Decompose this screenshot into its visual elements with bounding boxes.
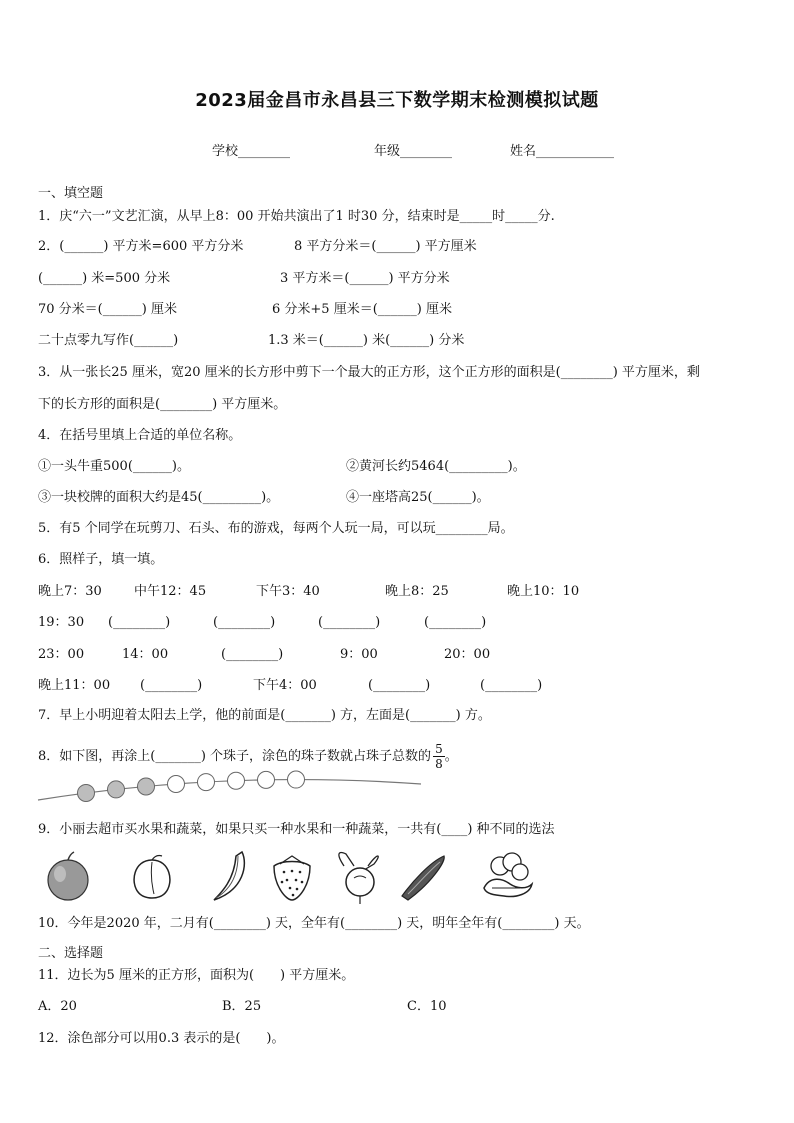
- bead-empty: [228, 772, 245, 789]
- time-row4-c1: 晚上11：00: [38, 678, 111, 693]
- bead-empty: [168, 776, 185, 793]
- question-5: 5．有5 个同学在玩剪刀、石头、布的游戏，每两个人玩一局，可以玩________局。: [38, 521, 514, 536]
- bead-string: [36, 770, 426, 810]
- time-row4-c2: (________): [140, 678, 203, 693]
- question-11: 11．边长为5 厘米的正方形，面积为( ) 平方厘米。: [38, 968, 355, 983]
- question-7: 7．早上小明迎着太阳去上学，他的前面是(_______) 方，左面是(_______) 方。: [38, 708, 491, 723]
- time-row2-c5: (________): [424, 615, 487, 630]
- question-2e: 70 分米＝(______) 厘米: [38, 302, 177, 317]
- bead-shaded: [138, 778, 155, 795]
- question-4d: ④一座塔高25(______)。: [346, 490, 490, 505]
- radish-icon: [339, 853, 378, 905]
- question-4c: ③一块校牌的面积大约是45(_________)。: [38, 490, 280, 505]
- time-row2-c2: (________): [108, 615, 171, 630]
- question-2g: 二十点零九写作(______): [38, 333, 179, 348]
- apple-icon: [48, 852, 88, 900]
- time-row1-c5: 晚上10：10: [507, 584, 580, 599]
- question-2h: 1.3 米＝(______) 米(______) 分米: [268, 333, 465, 348]
- time-row1-c3: 下午3：40: [256, 584, 320, 599]
- time-row4-c4: (________): [368, 678, 431, 693]
- question-11-option-c: C．10: [407, 999, 447, 1014]
- question-8-text: 8．如下图，再涂上(_______) 个珠子，涂色的珠子数就占珠子总数的: [38, 749, 432, 764]
- section-fill-heading: 一、填空题: [38, 186, 104, 201]
- page-title: 2023届金昌市永昌县三下数学期末检测模拟试题: [195, 90, 599, 111]
- time-row2-c4: (________): [318, 615, 381, 630]
- fraction-denominator: 8: [435, 757, 443, 771]
- time-row3-c5: 20：00: [444, 647, 491, 662]
- question-2a: 2．(______) 平方米=600 平方分米: [38, 239, 244, 254]
- beads: [78, 771, 305, 801]
- question-2b: 8 平方分米＝(______) 平方厘米: [294, 239, 477, 254]
- fraction-numerator: 5: [435, 742, 443, 756]
- time-row3-c3: (________): [221, 647, 284, 662]
- fraction: [433, 742, 445, 771]
- question-6: 6．照样子，填一填。: [38, 552, 164, 567]
- time-row1-c4: 晚上8：25: [385, 584, 449, 599]
- question-4: 4．在括号里填上合适的单位名称。: [38, 428, 242, 443]
- question-2c: (______) 米=500 分米: [38, 271, 171, 286]
- time-row4-c5: (________): [480, 678, 543, 693]
- banana-icon: [214, 852, 244, 900]
- cauliflower-icon: [480, 848, 536, 904]
- time-row3-c1: 23：00: [38, 647, 85, 662]
- bead-empty: [198, 774, 215, 791]
- cucumber-icon: [402, 856, 444, 900]
- question-1: 1．庆“六一”文艺汇演，从早上8：00 开始共演出了1 时30 分，结束时是_____时_____分.: [38, 209, 555, 224]
- question-3-line1: 3．从一张长25 厘米，宽20 厘米的长方形中剪下一个最大的正方形，这个正方形的面积是(________) 平方厘米，剩: [38, 365, 700, 380]
- bead-shaded: [108, 781, 125, 798]
- time-row3-c2: 14：00: [122, 647, 169, 662]
- time-row1-c2: 中午12：45: [134, 584, 207, 599]
- question-11-option-b: B．25: [222, 999, 262, 1014]
- question-12: 12．涂色部分可以用0.3 表示的是( )。: [38, 1031, 285, 1046]
- time-row3-c4: 9：00: [340, 647, 378, 662]
- question-8-end: 。: [444, 749, 458, 764]
- question-11-option-a: A．20: [38, 999, 77, 1014]
- peach-icon: [134, 856, 170, 899]
- grade-field: 年级________: [374, 144, 453, 159]
- time-row2-c3: (________): [213, 615, 276, 630]
- question-4a: ①一头牛重500(______)。: [38, 459, 190, 474]
- strawberry-icon: [274, 856, 310, 900]
- question-10: 10．今年是2020 年，二月有(________) 天，全年有(________) 天，明年全年有(________) 天。: [38, 916, 590, 931]
- fruit-vegetable-row: [38, 848, 468, 904]
- question-2f: 6 分米+5 厘米＝(______) 厘米: [272, 302, 452, 317]
- question-4b: ②黄河长约5464(_________)。: [346, 459, 526, 474]
- bead-empty: [288, 771, 305, 788]
- time-row4-c3: 下午4：00: [253, 678, 317, 693]
- bead-empty: [258, 771, 275, 788]
- bead-shaded: [78, 784, 95, 801]
- question-9: 9．小丽去超市买水果和蔬菜，如果只买一种水果和一种蔬菜，一共有(____) 种不同的选法: [38, 822, 555, 837]
- school-field: 学校________: [212, 144, 291, 159]
- section-choice-heading: 二、选择题: [38, 946, 104, 961]
- question-3-line2: 下的长方形的面积是(________) 平方厘米。: [38, 397, 287, 412]
- name-field: 姓名____________: [510, 144, 615, 159]
- question-2d: 3 平方米＝(______) 平方分米: [280, 271, 450, 286]
- time-row2-c1: 19：30: [38, 615, 85, 630]
- question-8: [38, 742, 458, 771]
- time-row1-c1: 晚上7：30: [38, 584, 102, 599]
